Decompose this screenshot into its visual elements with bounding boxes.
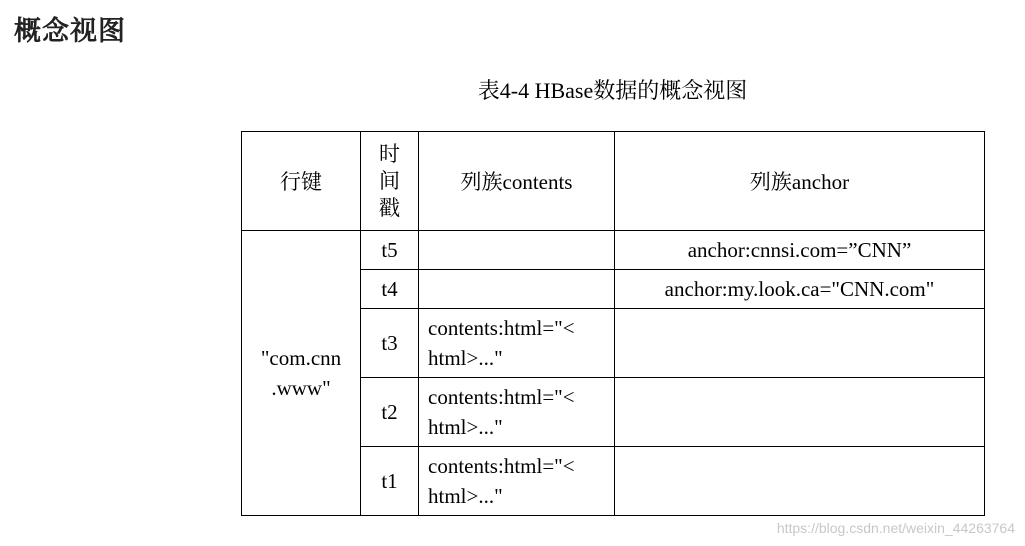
- header-timestamp-char: 间: [379, 168, 400, 193]
- table-caption: 表4-4 HBase数据的概念视图: [477, 78, 748, 103]
- watermark: https://blog.csdn.net/weixin_44263764: [776, 520, 1015, 536]
- page-title: 概念视图: [14, 16, 126, 47]
- contents-cell: [419, 378, 615, 447]
- header-contents-family: 列族contents: [419, 132, 615, 231]
- header-timestamp: [361, 132, 419, 231]
- contents-cell: [419, 231, 615, 270]
- contents-cell: [419, 270, 615, 309]
- timestamp-cell: t5: [361, 231, 419, 270]
- contents-line: contents:html="<: [428, 385, 575, 409]
- anchor-cell: [615, 447, 985, 516]
- header-timestamp-char: 时: [379, 141, 400, 166]
- header-row: [242, 132, 985, 231]
- table-row: [242, 231, 985, 270]
- header-row-key: 行键: [242, 132, 361, 231]
- contents-cell: [419, 447, 615, 516]
- contents-line: contents:html="<: [428, 454, 575, 478]
- anchor-cell: anchor:my.look.ca="CNN.com": [615, 270, 985, 309]
- anchor-cell: [615, 378, 985, 447]
- row-key-cell: [242, 231, 361, 516]
- contents-line: html>...": [428, 415, 503, 439]
- contents-cell: [419, 309, 615, 378]
- row-key-line: .www": [271, 376, 331, 400]
- timestamp-cell: t3: [361, 309, 419, 378]
- timestamp-cell: t2: [361, 378, 419, 447]
- contents-line: contents:html="<: [428, 316, 575, 340]
- hbase-concept-table: [241, 131, 985, 516]
- timestamp-cell: t1: [361, 447, 419, 516]
- contents-line: html>...": [428, 484, 503, 508]
- header-anchor-family: 列族anchor: [615, 132, 985, 231]
- row-key-line: "com.cnn: [260, 346, 342, 370]
- header-timestamp-char: 戳: [379, 195, 400, 220]
- anchor-cell: [615, 309, 985, 378]
- timestamp-cell: t4: [361, 270, 419, 309]
- contents-line: html>...": [428, 346, 503, 370]
- anchor-cell: anchor:cnnsi.com=”CNN”: [615, 231, 985, 270]
